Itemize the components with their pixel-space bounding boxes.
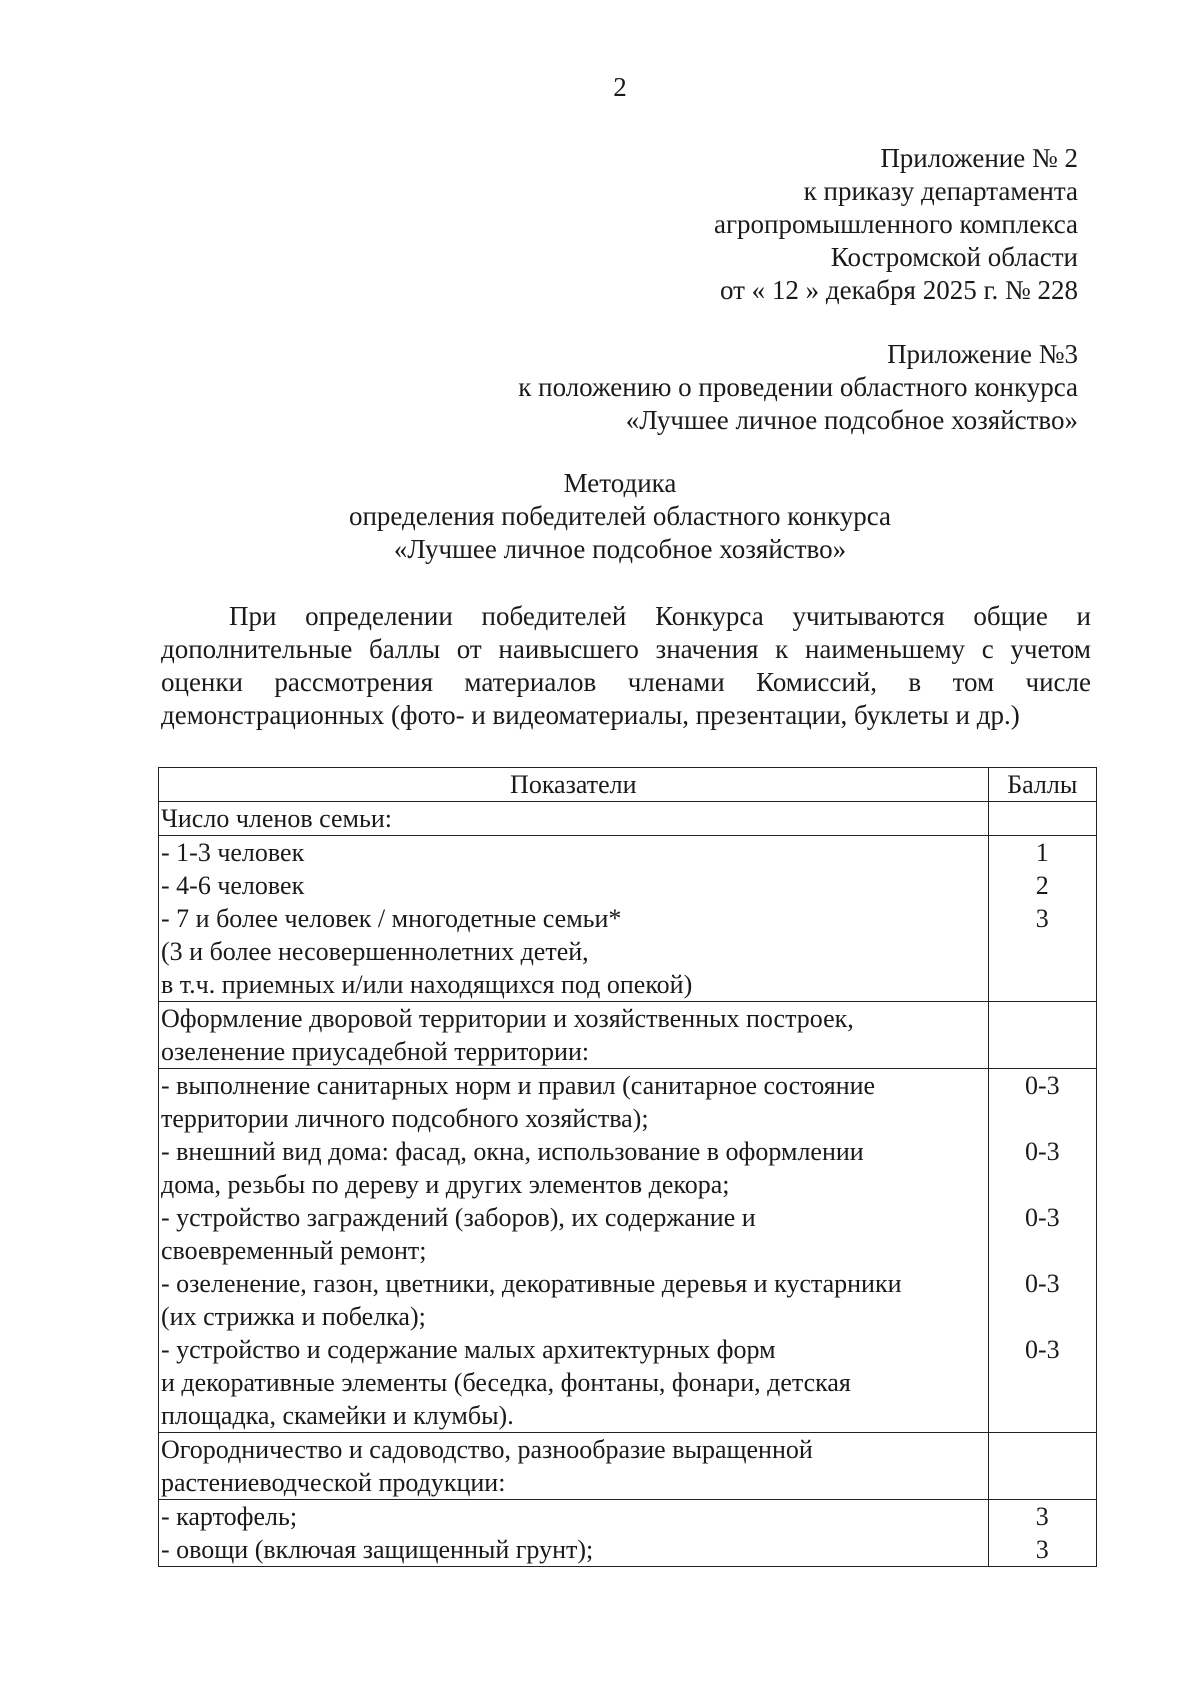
appendix-order-block xyxy=(714,142,1078,307)
section-title: Число членов семьи: xyxy=(159,802,989,836)
section-title xyxy=(159,1433,989,1500)
table-item: дома, резьбы по дереву и других элементов декора; xyxy=(161,1170,730,1199)
table-item: - внешний вид дома: фасад, окна, использование в оформлении xyxy=(161,1137,864,1166)
section-items xyxy=(159,1500,989,1567)
header-points: Баллы xyxy=(988,768,1096,802)
method-title xyxy=(0,467,1200,566)
method-title-line: определения победителей областного конкурса xyxy=(348,501,892,531)
method-title-line: Методика xyxy=(563,468,677,498)
section-items-row xyxy=(159,836,1097,1002)
section-points-empty xyxy=(988,1002,1096,1069)
page-number: 2 xyxy=(613,72,627,102)
point-value: 3 xyxy=(1035,1535,1049,1564)
section-title-line: озеленение приусадебной территории: xyxy=(161,1037,590,1066)
section-items-row xyxy=(159,1500,1097,1567)
method-title-line: «Лучшее личное подсобное хозяйство» xyxy=(393,534,847,564)
table-item: - 4-6 человек xyxy=(161,871,305,900)
point-value: 1 xyxy=(1035,838,1049,867)
section-items xyxy=(159,836,989,1002)
table-item: территории личного подсобного хозяйства); xyxy=(161,1104,649,1133)
table-item: (3 и более несовершеннолетних детей, xyxy=(161,937,589,966)
section-title-line: Оформление дворовой территории и хозяйственных построек, xyxy=(161,1004,854,1033)
appendix-line: к положению о проведении областного конкурса xyxy=(518,372,1078,402)
point-value: 0-3 xyxy=(1024,1137,1060,1166)
appendix-line: Приложение №3 xyxy=(887,339,1078,369)
intro-paragraph: При определении победителей Конкурса учитываются общие и дополнительные баллы от наивысшего значения к наименьшему с учетом оценки рассмотрения материалов членами Комиссий, в том числе демонстрационных (фото- и видеоматериалы, презентации, буклеты и др.) xyxy=(161,601,1091,730)
table-item: - овощи (включая защищенный грунт); xyxy=(161,1535,594,1564)
table-item: - картофель; xyxy=(161,1502,298,1531)
point-value: 3 xyxy=(1035,1502,1049,1531)
section-points-empty xyxy=(988,802,1096,836)
appendix-regulation-block xyxy=(518,338,1078,437)
section-points xyxy=(988,1500,1096,1567)
appendix-line: Костромской области xyxy=(830,242,1078,272)
table-item: своевременный ремонт; xyxy=(161,1236,427,1265)
table-item: - 1-3 человек xyxy=(161,838,305,867)
section-title-line: Огородничество и садоводство, разнообразие выращенной xyxy=(161,1435,813,1464)
header-indicators: Показатели xyxy=(159,768,989,802)
point-value: 0-3 xyxy=(1024,1071,1060,1100)
table-item: - устройство заграждений (заборов), их содержание и xyxy=(161,1203,756,1232)
section-points xyxy=(988,1069,1096,1433)
table-item: - устройство и содержание малых архитектурных форм xyxy=(161,1335,776,1364)
point-value: 0-3 xyxy=(1024,1203,1060,1232)
section-title xyxy=(159,1002,989,1069)
point-value: 3 xyxy=(1035,904,1049,933)
table-item: (их стрижка и побелка); xyxy=(161,1302,426,1331)
section-title-row xyxy=(159,1433,1097,1500)
appendix-line: от « 12 » декабря 2025 г. № 228 xyxy=(719,275,1078,305)
point-spacer xyxy=(991,1300,1094,1333)
appendix-line: агропромышленного комплекса xyxy=(714,209,1078,239)
table-item: в т.ч. приемных и/или находящихся под опекой) xyxy=(161,970,693,999)
section-title-line: растениеводческой продукции: xyxy=(161,1468,506,1497)
appendix-line: «Лучшее личное подсобное хозяйство» xyxy=(625,405,1078,435)
section-items-row xyxy=(159,1069,1097,1433)
appendix-line: к приказу департамента xyxy=(803,176,1078,206)
point-value: 0-3 xyxy=(1024,1335,1060,1364)
section-title-row xyxy=(159,1002,1097,1069)
point-spacer xyxy=(991,1168,1094,1201)
section-points-empty xyxy=(988,1433,1096,1500)
table-item: - 7 и более человек / многодетные семьи* xyxy=(161,904,622,933)
scores-table xyxy=(158,767,1097,1567)
table-header-row xyxy=(159,768,1097,802)
section-points xyxy=(988,836,1096,1002)
appendix-line: Приложение № 2 xyxy=(880,143,1078,173)
table-item: площадка, скамейки и клумбы). xyxy=(161,1401,514,1430)
section-title-row xyxy=(159,802,1097,836)
table-item: - выполнение санитарных норм и правил (санитарное состояние xyxy=(161,1071,876,1100)
point-spacer xyxy=(991,1102,1094,1135)
point-value: 0-3 xyxy=(1024,1269,1060,1298)
section-items xyxy=(159,1069,989,1433)
point-spacer xyxy=(991,1234,1094,1267)
table-item: - озеленение, газон, цветники, декоративные деревья и кустарники xyxy=(161,1269,902,1298)
point-value: 2 xyxy=(1035,871,1049,900)
table-item: и декоративные элементы (беседка, фонтаны, фонари, детская xyxy=(161,1368,851,1397)
